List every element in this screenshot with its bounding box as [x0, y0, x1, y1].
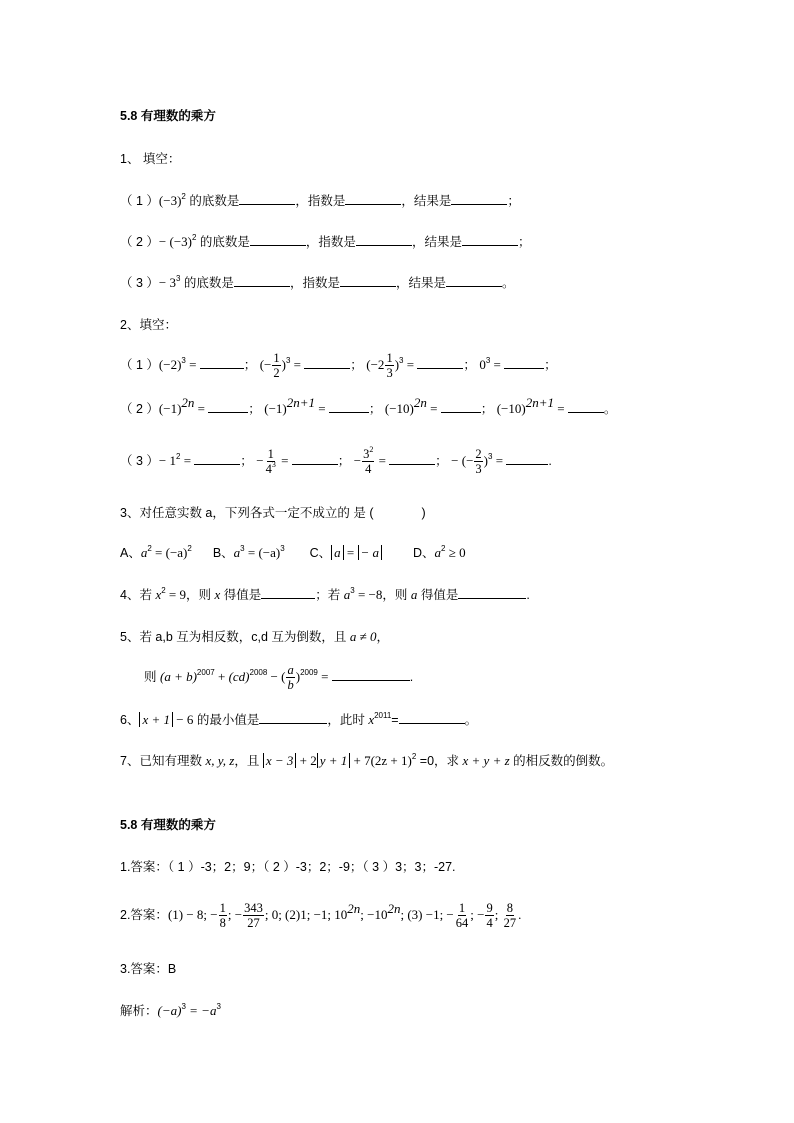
q3-opt-b-rhs: = (−a): [244, 545, 281, 560]
q2-r3-sep3: ；: [435, 454, 448, 468]
q7-abs2: y + 1: [317, 753, 351, 768]
q2-r3-sep2: ；: [337, 454, 351, 468]
q3-opt-b-label: B、: [212, 546, 234, 560]
q7-t4: 的相反数的倒数。: [509, 754, 614, 768]
q1-r1-t2: ，指数是: [295, 194, 346, 208]
q1-r3-prefix: （ 3 ）: [120, 276, 159, 290]
q1-r1-t1: 的底数是: [185, 194, 240, 208]
q3-opt-a-exp: 2: [147, 544, 152, 553]
frac-den: 3: [475, 462, 482, 477]
frac-num: 1: [267, 447, 274, 462]
q7-vars: x, y, z: [205, 753, 235, 768]
q4-e1-exp: 2: [161, 586, 166, 595]
q5-minus: − (: [267, 669, 286, 684]
answer-3-text: 3.答案：B: [120, 962, 177, 976]
q2-r1-sep2: ；: [350, 358, 363, 372]
q3-opt-a-rhs: = (−a): [151, 545, 188, 560]
q3-label-text: 3、对任意实数 a，下列各式一定不成立的 是 (: [120, 506, 374, 520]
q2-r1-b-open: (−: [259, 357, 272, 372]
q2-r3-sep1: ；: [240, 454, 253, 468]
q3-opt-b-lhs: a: [233, 545, 241, 560]
q2-r3-c-frac: [362, 447, 374, 476]
q2-r3-prefix: （ 3 ）: [120, 454, 159, 468]
q1-r1-t3: ，结果是: [401, 194, 452, 208]
answer-2-p7: ;: [494, 907, 502, 922]
frac-num: 1: [386, 351, 393, 366]
q2-r3-a: − 1: [158, 453, 176, 468]
q5-line-2: [144, 663, 413, 692]
blank[interactable]: [356, 234, 412, 246]
answer-2-p1: (1) − 8; −: [167, 907, 218, 922]
q6-end: 。: [464, 713, 478, 727]
q3-opt-b-exp: 3: [240, 544, 245, 553]
q7-plus2: + 7(2z + 1): [350, 753, 412, 768]
q3-opt-b-exp2: 3: [280, 544, 285, 553]
q2-r3-d-exp: 3: [488, 452, 493, 461]
answer-2: [120, 899, 521, 931]
q2-row-3: [120, 446, 552, 476]
q6: [120, 711, 477, 729]
q2-r2-eq4: =: [554, 401, 568, 416]
q2-r1-eq1: =: [185, 357, 200, 372]
q1-r2-expr: − (−3): [158, 234, 192, 249]
frac-num: a: [287, 663, 294, 678]
blank[interactable]: [234, 275, 290, 287]
page-title: [120, 107, 216, 125]
q2-r1-c-open: (−2: [366, 357, 385, 372]
q2-r3-d-close: ): [483, 453, 489, 468]
q3-opt-a-lhs: a: [140, 545, 148, 560]
q5-then: 则: [144, 670, 160, 684]
blank[interactable]: [304, 357, 350, 369]
answer-2-p3: ; 0; (2)1; −1; 10: [264, 907, 348, 922]
q2-label: [120, 316, 177, 334]
answer-2-p4: ; −10: [360, 907, 388, 922]
q3-opt-d-rest: ≥ 0: [445, 545, 466, 560]
q5-p2-exp: 2008: [249, 668, 268, 677]
q2-row-2: [120, 395, 617, 418]
q4-t4: ；若: [315, 588, 344, 602]
frac-den: 8: [219, 916, 226, 931]
q4-t1: 4、若: [120, 588, 156, 602]
blank[interactable]: [250, 234, 306, 246]
frac-den: 27: [247, 916, 260, 931]
frac-den: 3: [386, 366, 393, 381]
answer-2-f1: [219, 901, 227, 930]
q3-opt-a-label: A、: [120, 546, 141, 560]
q4-v1: x: [214, 587, 221, 602]
q2-r1-end: ；: [544, 358, 557, 372]
frac-den: b: [287, 678, 294, 693]
blank[interactable]: [292, 453, 338, 465]
frac-den: 4: [486, 916, 493, 931]
q1-r2-t2: ，指数是: [305, 235, 356, 249]
q2-r3-eq4: =: [492, 453, 507, 468]
page-title-text: 5.8 有理数的乘方: [120, 109, 216, 123]
q2-r1-eq2: =: [290, 357, 305, 372]
q1-r3-end: 。: [501, 276, 515, 290]
q2-r1-d: 0: [479, 357, 486, 372]
blank[interactable]: [451, 193, 507, 205]
answer-4-label: 解析：: [120, 1004, 158, 1018]
q3-opt-d-label: D、: [413, 546, 435, 560]
q2-r2-c-exp: 2n: [413, 395, 427, 410]
q2-r2-prefix: （ 2 ）: [120, 402, 159, 416]
q2-r3-b-frac: [265, 447, 277, 476]
q2-r2-b: (−1): [264, 401, 287, 416]
q1-r2-prefix: （ 2 ）: [120, 235, 159, 249]
q4-e1-rest: = 9: [165, 587, 187, 602]
blank[interactable]: [239, 193, 295, 205]
q1-r3-t2: ，指数是: [289, 276, 340, 290]
q4-e2-rest: = −8: [354, 587, 383, 602]
q3-opt-c-eq: =: [343, 545, 358, 560]
q1-r2-end: ；: [517, 235, 531, 249]
q1-r3-expr: − 3: [158, 275, 176, 290]
blank[interactable]: [208, 401, 248, 413]
q4-e2-exp: 3: [350, 586, 355, 595]
blank[interactable]: [389, 453, 435, 465]
q2-label-text: 2、填空：: [120, 318, 177, 332]
q2-r1-eq4: =: [490, 357, 505, 372]
q2-r1-prefix: （ 1 ）: [120, 358, 159, 372]
blank[interactable]: [340, 275, 396, 287]
q2-r2-c: (−10): [384, 401, 414, 416]
q7-exp: 2: [411, 752, 417, 761]
q2-r1-eq3: =: [403, 357, 418, 372]
q1-r1-end: ；: [507, 194, 520, 208]
q2-r2-eq2: =: [315, 401, 329, 416]
q5-plus: +: [214, 669, 229, 684]
blank[interactable]: [399, 712, 465, 724]
frac-den-base: 4: [265, 462, 272, 477]
q3-opt-a-exp2: 2: [187, 544, 192, 553]
blank[interactable]: [329, 401, 369, 413]
blank[interactable]: [462, 234, 518, 246]
frac-num: 9: [486, 901, 493, 916]
q7-t3: =0，求: [416, 754, 463, 768]
q2-r1-c-close: ): [394, 357, 400, 372]
q2-r3-d-frac: [474, 447, 482, 476]
q2-r1-a-exp: 3: [181, 356, 186, 365]
answer-4-exp2: 3: [216, 1002, 221, 1011]
frac-num: [362, 447, 374, 462]
q5-t2: ，: [376, 630, 390, 644]
q7: [120, 752, 613, 770]
q4-e2: a: [343, 587, 351, 602]
q2-r1-b-exp: 3: [285, 356, 291, 365]
answer-3: [120, 960, 176, 978]
blank[interactable]: [261, 587, 315, 599]
q7-sum: x + y + z: [462, 753, 510, 768]
answer-2-label: 2.答案：: [120, 908, 168, 922]
frac-den: [265, 462, 277, 476]
q2-r1-b-frac: [272, 351, 280, 380]
q2-r2-sep3: ；: [480, 402, 494, 416]
q2-r1-c-frac: [385, 351, 393, 380]
q2-r2-end: 。: [603, 402, 617, 416]
q2-r3-a-exp: 2: [176, 452, 181, 461]
frac-num-exp: 2: [369, 445, 374, 455]
q2-r2-a: (−1): [158, 401, 182, 416]
frac-num: 2: [475, 447, 482, 462]
q5-t1: 5、若 a,b 互为相反数，c,d 互为倒数，且: [120, 630, 350, 644]
q2-r2-sep1: ；: [248, 402, 261, 416]
q1-label-text: 1、 填空：: [120, 152, 181, 166]
q6-t4: =: [391, 713, 399, 727]
q1-r2-t3: ，结果是: [411, 235, 462, 249]
frac-den: 2: [273, 366, 280, 381]
q5-frac: [286, 663, 294, 692]
q2-r1-c-exp: 3: [399, 356, 404, 365]
blank[interactable]: [441, 401, 481, 413]
q1-row-1: [120, 192, 520, 210]
blank[interactable]: [458, 587, 526, 599]
blank[interactable]: [259, 712, 327, 724]
q4-t3: 得值是: [220, 588, 262, 602]
q4-t5: ，则: [382, 588, 411, 602]
q1-r3-t3: ，结果是: [395, 276, 446, 290]
q3-opt-d-exp: 2: [441, 544, 446, 553]
answer-4-lhs: (−a): [157, 1003, 182, 1018]
q6-t1: 6、: [120, 713, 140, 727]
q1-row-3: [120, 274, 514, 292]
answer-2-p2: ; −: [227, 907, 243, 922]
q5-end: .: [409, 670, 414, 684]
q6-rest: − 6: [173, 712, 194, 727]
answers-title: [120, 816, 216, 834]
q4-t2: ，则: [186, 588, 215, 602]
q2-r2-eq1: =: [194, 401, 209, 416]
answer-2-f3: [455, 901, 470, 930]
blank[interactable]: [506, 453, 548, 465]
q3-opt-c-label: C、: [309, 546, 332, 560]
q1-label: [120, 150, 180, 168]
blank[interactable]: [332, 669, 410, 681]
q2-r1-sep3: ；: [463, 358, 476, 372]
blank[interactable]: [417, 357, 463, 369]
q6-t3: ，此时: [327, 713, 369, 727]
q2-r3-eq1: =: [180, 453, 195, 468]
frac-num: 1: [458, 901, 466, 916]
answer-2-end: .: [518, 907, 522, 922]
q1-r1-exp: 2: [181, 192, 186, 201]
q2-r3-eq3: =: [375, 453, 390, 468]
blank[interactable]: [200, 357, 244, 369]
q1-r1-prefix: （ 1 ）: [120, 194, 159, 208]
q2-r3-eq2: =: [277, 453, 292, 468]
q4: [120, 586, 530, 604]
q4-end: .: [526, 588, 530, 602]
q2-r2-a-exp: 2n: [181, 395, 195, 410]
answer-2-f2: [243, 901, 264, 930]
q6-v-exp: 2011: [374, 711, 392, 720]
q2-r2-sep2: ；: [368, 402, 382, 416]
q5-eq: =: [317, 669, 332, 684]
q2-r1-d-exp: 3: [485, 356, 491, 365]
q2-r1-sep1: ；: [243, 358, 257, 372]
answer-2-exp2: 2n: [387, 901, 401, 916]
q7-t2: ，且: [234, 754, 263, 768]
q2-r2-d: (−10): [496, 401, 526, 416]
q5-cond: a ≠ 0: [349, 629, 377, 644]
q3-options: [120, 544, 466, 562]
q2-r3-d-sign: − (−: [451, 453, 474, 468]
q1-row-2: [120, 233, 530, 251]
answer-2-f5: [503, 901, 518, 930]
answer-1-text: 1.答案：（ 1 ）-3；2；9；（ 2 ）-3；2；-9；（ 3 ）3；3；-27.: [120, 860, 456, 874]
answers-title-text: 5.8 有理数的乘方: [120, 818, 216, 832]
blank[interactable]: [446, 275, 502, 287]
q1-r1-expr: (−3): [158, 193, 182, 208]
frac-num: 8: [506, 901, 513, 916]
q7-t1: 7、已知有理数: [120, 754, 206, 768]
q1-r2-t1: 的底数是: [196, 235, 250, 249]
q3-label-end: ): [421, 506, 426, 520]
q4-t6: 得值是: [417, 588, 459, 602]
frac-num-base: 3: [363, 447, 370, 462]
q4-v2: a: [410, 587, 418, 602]
q2-row-1: [120, 350, 557, 380]
q5-line-1: [120, 628, 389, 646]
frac-num: 1: [273, 351, 280, 366]
q1-r3-t1: 的底数是: [180, 276, 234, 290]
answer-4-exp: 3: [181, 1002, 186, 1011]
q3-opt-c-rhs: − a: [358, 545, 383, 560]
q3-opt-c-lhs: a: [331, 545, 344, 560]
q6-t2: 的最小值是: [193, 713, 260, 727]
answer-2-p5: ; (3) −1; −: [400, 907, 454, 922]
answer-2-p6: ; −: [470, 907, 485, 922]
answer-2-exp1: 2n: [347, 901, 361, 916]
q5-p2: (cd): [228, 669, 250, 684]
blank[interactable]: [568, 401, 604, 413]
q6-abs: x + 1: [139, 712, 173, 727]
q5-p1-exp: 2007: [196, 668, 215, 677]
q7-plus1: + 2: [296, 753, 317, 768]
frac-num: 1: [219, 901, 226, 916]
frac-num: 343: [244, 901, 263, 916]
q5-f-exp: 2009: [300, 668, 318, 677]
answer-4: [120, 1002, 221, 1020]
blank[interactable]: [345, 193, 401, 205]
answer-4-rhs: = −a: [185, 1003, 217, 1018]
frac-den: 27: [503, 916, 517, 931]
q3-opt-d-lhs: a: [434, 545, 442, 560]
q2-r3-c-sign: −: [353, 453, 362, 468]
blank[interactable]: [504, 357, 544, 369]
q2-r1-b-close: ): [281, 357, 286, 372]
answer-2-f4: [485, 901, 493, 930]
q5-close: ): [295, 669, 301, 684]
q2-r2-d-exp: 2n+1: [525, 395, 554, 410]
q6-v: x: [368, 712, 375, 727]
frac-den-exp: 3: [271, 460, 276, 470]
q2-r1-a: (−2): [158, 357, 182, 372]
frac-den: 4: [365, 462, 372, 477]
q5-p1: (a + b): [159, 669, 197, 684]
q7-abs1: x − 3: [263, 753, 297, 768]
q2-r3-b-sign: −: [256, 453, 264, 468]
q2-r3-end: .: [548, 454, 552, 468]
q4-e1: x: [155, 587, 162, 602]
q3-label: [120, 504, 426, 522]
blank[interactable]: [194, 453, 240, 465]
q2-r2-eq3: =: [426, 401, 441, 416]
q1-r3-exp: 3: [176, 274, 181, 283]
q1-r2-exp: 2: [191, 233, 197, 242]
answer-1: [120, 858, 456, 876]
frac-den: 64: [455, 916, 469, 931]
q2-r2-b-exp: 2n+1: [286, 395, 316, 410]
